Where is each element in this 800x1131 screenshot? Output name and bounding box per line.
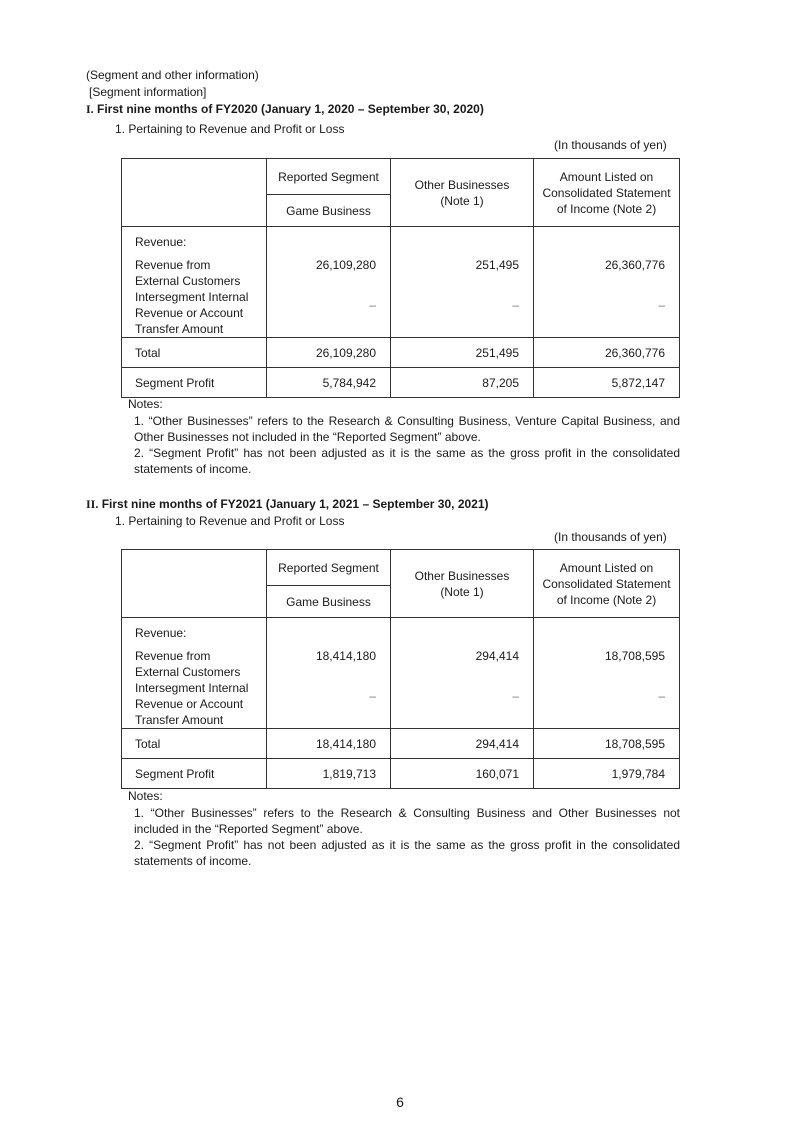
roman-numeral: I.: [86, 102, 94, 116]
intersegment-value: –: [658, 298, 665, 312]
table-row: [122, 368, 680, 398]
intersegment-value: –: [512, 298, 519, 312]
subsection-heading: [Segment information]: [89, 85, 207, 99]
unit-note: (In thousands of yen): [554, 530, 667, 544]
other-businesses-revenue: [391, 618, 534, 729]
section-title-text: First nine months of FY2021 (January 1, 2021 – September 30, 2021): [101, 497, 489, 511]
profit-label: Segment Profit: [122, 759, 267, 789]
note-item: 1. “Other Businesses” refers to the Research & Consulting Business, Venture Capital Business, and Other Businesses not included in the “Reported Segment” above.: [134, 414, 680, 444]
section-2-title: [86, 497, 489, 512]
notes-block: [134, 413, 680, 477]
intersegment-label: Intersegment Internal: [135, 290, 249, 304]
intersegment-label: Intersegment Internal: [135, 681, 249, 695]
game-business-revenue: [267, 227, 391, 338]
total-label: Total: [122, 338, 267, 368]
note-item: 2. “Segment Profit” has not been adjusted as it is the same as the gross profit in the consolidated statements of income.: [134, 838, 680, 868]
revenue-label: Revenue:: [135, 626, 187, 640]
reported-segment-header: Reported Segment: [267, 550, 391, 586]
external-label: External Customers: [135, 274, 241, 288]
header-line: (Note 1): [440, 584, 484, 599]
segment-table-fy2020: [121, 158, 680, 398]
profit-value: 5,872,147: [534, 368, 680, 398]
intersegment-label: Revenue or Account: [135, 306, 244, 320]
external-label: External Customers: [135, 665, 241, 679]
total-value: 18,414,180: [267, 729, 391, 759]
profit-value: 1,819,713: [267, 759, 391, 789]
other-businesses-header: [391, 550, 534, 618]
intersegment-value: –: [369, 298, 376, 312]
profit-value: 160,071: [391, 759, 534, 789]
page-number: 6: [396, 1094, 404, 1110]
total-label: Total: [122, 729, 267, 759]
profit-value: 87,205: [391, 368, 534, 398]
note-item: 1. “Other Businesses” refers to the Research & Consulting Business and Other Businesses not included in the “Reported Segment” above.: [134, 806, 680, 836]
intersegment-label: Transfer Amount: [135, 322, 224, 336]
other-businesses-revenue: [391, 227, 534, 338]
external-value: 18,414,180: [315, 649, 376, 663]
revenue-labels-cell: [122, 618, 267, 729]
table-row: [122, 759, 680, 789]
consolidated-revenue: [534, 227, 680, 338]
intersegment-value: –: [369, 689, 376, 703]
intersegment-label: Revenue or Account: [135, 697, 244, 711]
profit-value: 1,979,784: [534, 759, 680, 789]
roman-numeral: II.: [86, 497, 99, 511]
external-value: 26,109,280: [315, 258, 376, 272]
external-label: Revenue from: [135, 258, 211, 272]
notes-title: Notes:: [128, 397, 163, 411]
total-value: 294,414: [391, 729, 534, 759]
header-line: (Note 1): [440, 193, 484, 208]
profit-value: 5,784,942: [267, 368, 391, 398]
profit-label: Segment Profit: [122, 368, 267, 398]
revenue-labels-cell: [122, 227, 267, 338]
header-line: Other Businesses: [414, 568, 510, 583]
unit-note: (In thousands of yen): [554, 138, 667, 152]
total-value: 26,109,280: [267, 338, 391, 368]
revenue-label: Revenue:: [135, 235, 187, 249]
header-line: Consolidated Statement: [542, 576, 671, 591]
section-heading: (Segment and other information): [86, 68, 259, 82]
notes-title: Notes:: [128, 789, 163, 803]
table-corner-cell: [122, 159, 267, 227]
table-corner-cell: [122, 550, 267, 618]
header-line: Amount Listed on: [559, 169, 654, 184]
external-value: 294,414: [475, 649, 519, 663]
consolidated-revenue: [534, 618, 680, 729]
section-2-subtitle: 1. Pertaining to Revenue and Profit or Loss: [115, 514, 345, 528]
reported-segment-header: Reported Segment: [267, 159, 391, 195]
total-value: 26,360,776: [534, 338, 680, 368]
external-label: Revenue from: [135, 649, 211, 663]
table-row: [122, 338, 680, 368]
header-line: Consolidated Statement: [542, 185, 671, 200]
game-business-header: Game Business: [267, 586, 391, 618]
header-line: Amount Listed on: [559, 560, 654, 575]
intersegment-label: Transfer Amount: [135, 713, 224, 727]
amount-listed-header: [534, 550, 680, 618]
external-value: 251,495: [475, 258, 519, 272]
other-businesses-header: [391, 159, 534, 227]
notes-block: [134, 805, 680, 869]
header-line: of Income (Note 2): [556, 201, 657, 216]
total-value: 18,708,595: [534, 729, 680, 759]
external-value: 18,708,595: [604, 649, 665, 663]
external-value: 26,360,776: [604, 258, 665, 272]
header-line: of Income (Note 2): [556, 592, 657, 607]
header-line: Other Businesses: [414, 177, 510, 192]
note-item: 2. “Segment Profit” has not been adjusted as it is the same as the gross profit in the consolidated statements of income.: [134, 446, 680, 476]
table-row: [122, 729, 680, 759]
game-business-revenue: [267, 618, 391, 729]
segment-table-fy2021: [121, 549, 680, 789]
intersegment-value: –: [658, 689, 665, 703]
section-title-text: First nine months of FY2020 (January 1, 2020 – September 30, 2020): [97, 102, 484, 116]
game-business-header: Game Business: [267, 195, 391, 227]
section-1-title: [86, 102, 484, 117]
section-1-subtitle: 1. Pertaining to Revenue and Profit or Loss: [115, 122, 345, 136]
amount-listed-header: [534, 159, 680, 227]
intersegment-value: –: [512, 689, 519, 703]
total-value: 251,495: [391, 338, 534, 368]
